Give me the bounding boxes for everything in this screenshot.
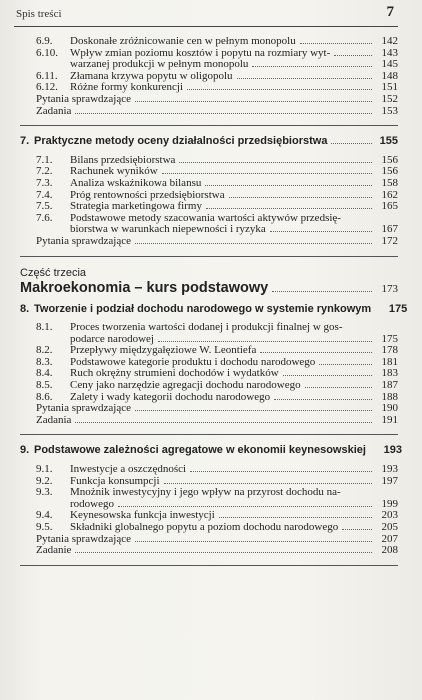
entry-title: Rachunek wyników: [70, 165, 158, 178]
leader-dots: [331, 143, 372, 144]
entry-title: Bilans przedsiębiorstwa: [70, 153, 176, 166]
table-of-contents: [20, 35, 408, 576]
entry-number: 8.6.: [36, 390, 53, 403]
leader-dots: [319, 364, 372, 365]
entry-page: 205: [381, 521, 398, 533]
toc-entry[interactable]: [20, 178, 398, 190]
entry-page: 178: [381, 344, 398, 357]
leader-dots: [135, 243, 372, 244]
leader-dots: [190, 471, 372, 472]
toc-entry[interactable]: [20, 106, 398, 118]
toc-entry[interactable]: [20, 403, 398, 415]
entry-page: 153: [381, 104, 398, 117]
entry-title: Złamana krzywa popytu w oligopolu: [70, 69, 233, 82]
entry-title: Zadania: [36, 413, 72, 426]
toc-entry[interactable]: [20, 236, 398, 248]
chapter-page: 193: [383, 444, 402, 457]
entry-title: Keynesowska funkcja inwestycji: [70, 509, 215, 522]
toc-block-chapter9: [20, 464, 398, 557]
chapter-page: 175: [388, 302, 408, 315]
entry-title: Przepływy międzygałęziowe W. Leontiefa: [70, 344, 257, 357]
entry-number: 9.3.: [36, 486, 53, 499]
leader-dots: [237, 78, 372, 79]
entry-title: Strategia marketingowa firmy: [70, 200, 202, 213]
chapter-page: 155: [379, 135, 398, 148]
header-rule: [14, 26, 398, 27]
entry-page: 199: [381, 497, 398, 510]
entry-page: 156: [381, 153, 398, 166]
leader-dots: [342, 529, 372, 530]
toc-entry[interactable]: [20, 380, 398, 392]
entry-page: 207: [381, 532, 398, 545]
separator: [20, 434, 398, 435]
entry-title: warzanej produkcji w pełnym monopolu: [70, 58, 249, 71]
toc-part-title[interactable]: [20, 279, 398, 297]
entry-page: 191: [381, 413, 398, 426]
leader-dots: [334, 55, 372, 56]
page-number: 7: [386, 4, 394, 20]
entry-page: 165: [381, 200, 398, 213]
entry-number: 9.4.: [36, 509, 53, 522]
separator: [20, 125, 398, 126]
toc-chapter-7[interactable]: [20, 136, 398, 148]
entry-number: 6.9.: [36, 35, 53, 47]
leader-dots: [135, 101, 372, 102]
toc-entry[interactable]: [20, 464, 398, 476]
entry-title: Doskonałe zróżnicowanie cen w pełnym monopolu: [70, 35, 296, 47]
entry-title: biorstwa w warunkach niepewności i ryzyka: [70, 223, 266, 236]
leader-dots: [118, 506, 372, 507]
entry-page: 156: [381, 165, 398, 178]
leader-dots: [272, 291, 372, 292]
entry-number: 9.5.: [36, 521, 53, 533]
part-title: Makroekonomia – kurs podstawowy: [20, 279, 269, 296]
toc-chapter-8[interactable]: [20, 302, 408, 316]
leader-dots: [75, 552, 372, 553]
entry-number: 7.1.: [36, 153, 53, 166]
entry-title: Proces tworzenia wartości dodanej i produkcji finalnej w gos-: [70, 321, 343, 334]
entry-title: Ceny jako narzędzie agregacji dochodu narodowego: [70, 379, 301, 392]
toc-block-chapter6: [20, 36, 398, 117]
entry-title: Inwestycje a oszczędności: [70, 463, 187, 476]
part-label: Część trzecia: [20, 266, 87, 279]
entry-number: 6.11.: [36, 69, 58, 82]
entry-number: 7.4.: [36, 188, 53, 201]
entry-title: Analiza wskaźnikowa bilansu: [70, 176, 202, 189]
entry-page: 151: [381, 81, 398, 94]
entry-page: 208: [381, 544, 398, 557]
chapter-title: Praktyczne metody oceny działalności przedsiębiorstwa: [34, 135, 328, 148]
entry-page: 190: [381, 402, 398, 415]
entry-title: Podstawowe metody szacowania wartości aktywów przedsię-: [70, 211, 341, 224]
toc-entry[interactable]: [20, 201, 398, 213]
chapter-number: 7.: [20, 135, 30, 148]
entry-title: Pytania sprawdzające: [36, 532, 131, 545]
leader-dots: [158, 341, 372, 342]
entry-title: Podstawowe kategorie produktu i dochodu narodowego: [70, 355, 316, 368]
running-header: Spis treści: [16, 8, 62, 20]
leader-dots: [283, 375, 372, 376]
entry-page: 183: [381, 367, 398, 380]
separator: [20, 565, 398, 566]
entry-title: Zadania: [36, 104, 72, 117]
entry-title: Mnożnik inwestycyjny i jego wpływ na przyrost dochodu na-: [70, 486, 341, 499]
toc-entry[interactable]: [20, 545, 398, 557]
leader-dots: [135, 410, 372, 411]
entry-page: 142: [381, 35, 398, 47]
leader-dots: [164, 483, 372, 484]
entry-number: 6.12.: [36, 81, 58, 94]
entry-page: 152: [381, 92, 398, 105]
entry-title: rodowego: [70, 497, 114, 510]
leader-dots: [305, 387, 372, 388]
entry-page: 188: [381, 390, 398, 403]
toc-entry[interactable]: [20, 522, 398, 534]
leader-dots: [274, 399, 372, 400]
chapter-number: 9.: [20, 444, 30, 457]
entry-page: 167: [381, 223, 398, 236]
entry-number: 6.10.: [36, 46, 58, 59]
entry-page: 197: [381, 474, 398, 487]
entry-title: Próg rentowności przedsiębiorstwa: [70, 188, 225, 201]
entry-title: Pytania sprawdzające: [36, 92, 131, 105]
leader-dots: [75, 422, 372, 423]
entry-title: Różne formy konkurencji: [70, 81, 184, 94]
entry-page: 143: [381, 46, 398, 59]
entry-page: 148: [381, 69, 398, 82]
part-page: 173: [381, 282, 398, 295]
entry-number: 8.5.: [36, 379, 53, 392]
entry-title: Składniki globalnego popytu a poziom dochodu narodowego: [70, 521, 339, 533]
entry-title: Pytania sprawdzające: [36, 402, 131, 415]
toc-entry[interactable]: [20, 322, 398, 334]
entry-number: 7.5.: [36, 200, 53, 213]
leader-dots: [252, 66, 372, 67]
entry-number: 7.2.: [36, 165, 53, 178]
leader-dots: [260, 352, 372, 353]
leader-dots: [270, 231, 372, 232]
separator: [20, 256, 398, 257]
entry-number: 8.2.: [36, 344, 53, 357]
entry-page: 175: [381, 332, 398, 345]
toc-entry[interactable]: [20, 94, 398, 106]
entry-title: Ruch okrężny strumieni dochodów i wydatków: [70, 367, 279, 380]
entry-title: Zadanie: [36, 544, 72, 557]
leader-dots: [206, 208, 372, 209]
leader-dots: [135, 541, 372, 542]
chapter-title: Tworzenie i podział dochodu narodowego w systemie rynkowym: [34, 302, 372, 315]
toc-entry[interactable]: [20, 415, 398, 427]
leader-dots: [229, 197, 372, 198]
entry-number: 9.2.: [36, 474, 53, 487]
entry-title: Pytania sprawdzające: [36, 234, 131, 247]
chapter-number: 8.: [20, 302, 30, 315]
leader-dots: [179, 162, 372, 163]
leader-dots: [75, 113, 372, 114]
entry-page: 158: [381, 176, 398, 189]
entry-title: Zalety i wady kategorii dochodu narodowego: [70, 390, 271, 403]
entry-number: 9.1.: [36, 463, 53, 476]
entry-page: 145: [381, 58, 398, 71]
entry-page: 193: [381, 463, 398, 476]
entry-page: 181: [381, 355, 398, 368]
entry-page: 172: [381, 234, 398, 247]
entry-number: 7.3.: [36, 176, 53, 189]
entry-number: 8.3.: [36, 355, 53, 368]
toc-block-chapter7: [20, 155, 398, 248]
toc-block-chapter8: [20, 322, 398, 426]
leader-dots: [300, 43, 372, 44]
toc-entry[interactable]: [20, 36, 398, 48]
entry-title: Wpływ zmian poziomu kosztów i popytu na rozmiary wyt-: [70, 46, 331, 59]
leader-dots: [162, 173, 372, 174]
entry-number: 8.4.: [36, 367, 53, 380]
entry-title: podarce narodowej: [70, 332, 154, 345]
entry-number: 8.1.: [36, 321, 53, 334]
leader-dots: [205, 185, 372, 186]
toc-chapter-9[interactable]: [20, 444, 402, 457]
entry-title: Funkcja konsumpcji: [70, 474, 160, 487]
leader-dots: [187, 89, 372, 90]
leader-dots: [219, 517, 372, 518]
entry-page: 162: [381, 188, 398, 201]
entry-page: 187: [381, 379, 398, 392]
entry-page: 203: [381, 509, 398, 522]
toc-entry[interactable]: [20, 534, 398, 546]
chapter-title: Podstawowe zależności agregatowe w ekonomii keynesowskiej: [34, 444, 366, 457]
entry-number: 7.6.: [36, 211, 53, 224]
